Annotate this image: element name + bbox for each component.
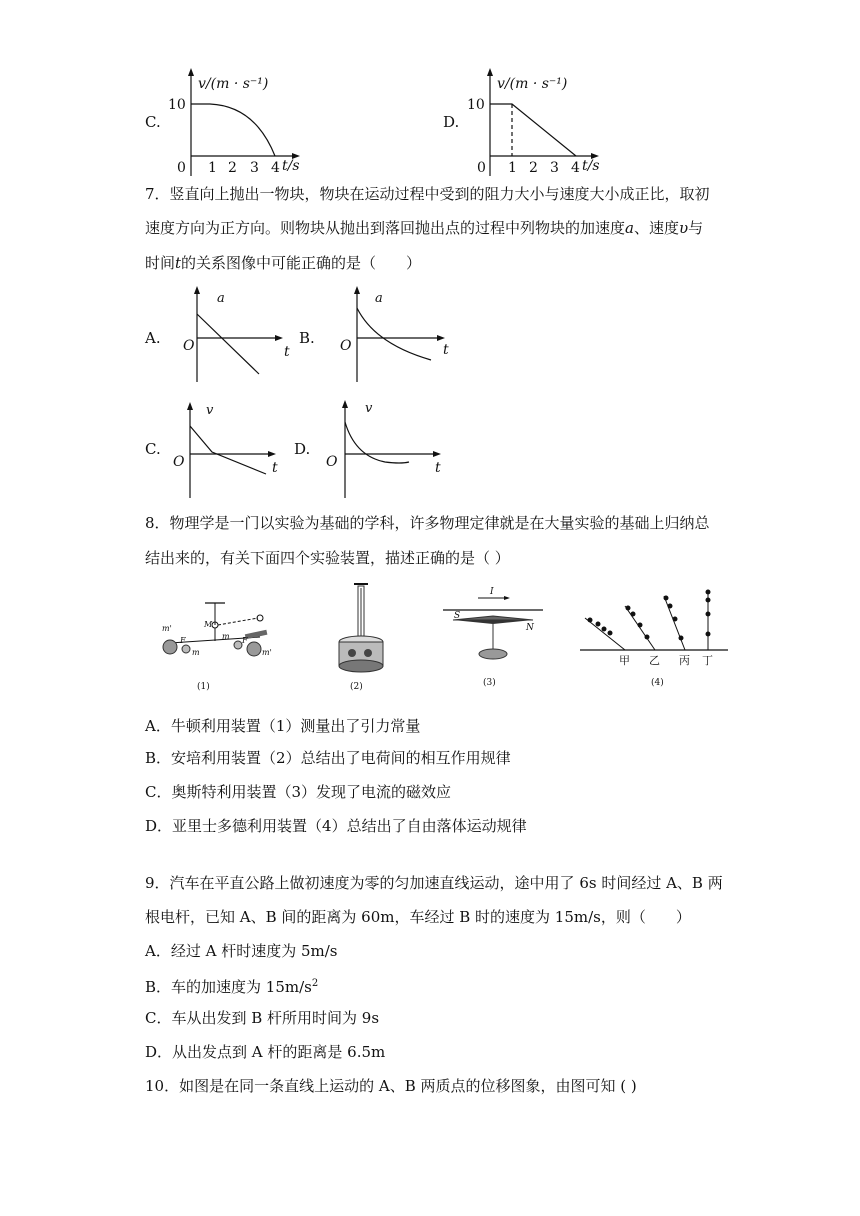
q7c-t-label: t [272,460,278,476]
q9-text-line1: 9．汽车在平直公路上做初速度为零的匀加速直线运动，途中用了 6s 时间经过 A、B 两 [145,874,723,892]
q8-text-line2: 结出来的，有关下面四个实验装置，描述正确的是（ ） [145,549,510,567]
q7c-origin: O [173,454,185,470]
q8f1-label-m1: m' [162,624,172,633]
q7d-origin: O [326,454,338,470]
q9-option-a: A．经过 A 杆时速度为 5m/s [145,942,338,960]
q7-line3-pre: 时间 [145,254,176,272]
q6c-x-tick-0: 0 [177,160,186,176]
q9-option-c: C．车从出发到 B 杆所用时间为 9s [145,1009,380,1027]
q6-graph-c [170,66,300,176]
q6-option-d-label: D. [443,113,460,131]
q8f1-label-m4: m' [262,648,272,657]
q8-fig-label-3: (3) [483,678,496,688]
q8f3-label-i: I [490,587,494,597]
q7-line3-post: 的关系图像中可能正确的是（ ） [181,254,422,272]
q8-figure-3-oersted [438,580,548,690]
q6d-y-axis-label: v/(m · s⁻¹) [497,76,568,92]
q6d-x-tick-0: 0 [477,160,486,176]
q8f1-label-M: M [204,620,213,629]
q8f1-label-f1: F [180,636,186,645]
q6d-x-tick-3: 3 [550,160,559,176]
q6c-x-tick-1: 1 [208,160,217,176]
q6c-y-tick: 10 [168,97,186,113]
q8-text-line1: 8．物理学是一门以实验为基础的学科，许多物理定律就是在大量实验的基础上归纳总 [145,514,710,532]
q8-fig-label-1: (1) [197,682,210,692]
q8-figure-2-coulomb-device [322,580,402,690]
q6c-x-axis-label: t/s [282,158,300,174]
q7-option-b-label: B. [299,329,315,347]
q7b-origin: O [340,338,352,354]
q8-figure-1-torsion-balance [150,585,280,695]
q7-option-c-label: C. [145,440,161,458]
q7-option-d-label: D. [294,440,311,458]
q7-line2-pre: 速度方向为正方向。则物块从抛出到落回抛出点的过程中列物块的加速度 [145,219,626,237]
q7d-y-label: v [365,401,373,416]
q7-symbol-v: υ [678,219,689,237]
q8f1-label-m3: m [222,632,230,641]
q9-option-b [145,974,318,997]
q9-option-b-sup: 2 [311,978,319,989]
q8f3-label-n: N [526,623,534,633]
q7-graph-c [170,400,290,500]
q8-option-b: B．安培利用装置（2）总结出了电荷间的相互作用规律 [145,749,511,767]
q9-option-d: D．从出发点到 A 杆的距离是 6.5m [145,1043,386,1061]
q8f1-label-m2: m [192,648,200,657]
q7-text-line1: 7．竖直向上抛出一物块，物块在运动过程中受到的阻力大小与速度大小成正比，取初 [145,185,710,203]
q6c-x-tick-2: 2 [228,160,237,176]
q8-option-a: A．牛顿利用装置（1）测量出了引力常量 [145,717,421,735]
q10-text-line1: 10．如图是在同一条直线上运动的 A、B 两质点的位移图象，由图可知 ( ) [145,1077,637,1095]
q8f4-label-jia: 甲 [619,654,630,667]
q7-symbol-a: a [625,219,634,237]
q7-text-line2 [145,218,703,238]
q7a-t-label: t [284,344,290,360]
q8f3-label-s: S [454,611,461,621]
q8f1-label-f2: F [242,636,248,645]
q8-figure-4-inclined-planes [580,580,730,690]
q8-fig-label-2: (2) [350,682,363,692]
q6d-x-tick-4: 4 [571,160,580,176]
q7-line2-post: 与 [688,219,704,237]
q8f4-label-ding: 丁 [702,654,713,667]
q6d-y-tick: 10 [467,97,485,113]
q7-graph-d [323,400,453,500]
q6d-x-tick-2: 2 [529,160,538,176]
q8-option-c: C．奥斯特利用装置（3）发现了电流的磁效应 [145,783,452,801]
q7a-origin: O [183,338,195,354]
q9-text-line2: 根电杆，已知 A、B 间的距离为 60m，车经过 B 时的速度为 15m/s，则（ ） [145,908,691,926]
q7c-y-label: v [206,403,214,418]
q7-symbol-t: t [175,254,182,272]
q6d-x-axis-label: t/s [582,158,600,174]
q7b-t-label: t [443,342,449,358]
q6d-x-tick-1: 1 [508,160,517,176]
q8f4-label-yi: 乙 [649,654,660,667]
q6c-y-axis-label: v/(m · s⁻¹) [198,76,269,92]
q7d-t-label: t [435,460,441,476]
q6c-x-tick-3: 3 [250,160,259,176]
q8-option-d: D．亚里士多德利用装置（4）总结出了自由落体运动规律 [145,817,527,835]
q9-option-b-text: B．车的加速度为 15m/s [145,978,312,996]
q7b-y-label: a [375,291,383,306]
q6-graph-d [467,66,600,176]
q7-graph-a [175,284,295,384]
q6c-x-tick-4: 4 [271,160,280,176]
q8-fig-label-4: (4) [651,678,664,688]
q7-text-line3 [145,253,421,273]
q7-option-a-label: A. [145,329,161,347]
q7-graph-b [335,284,455,384]
q7-line2-mid: 、速度 [633,219,679,237]
q8f4-label-bing: 丙 [679,654,690,667]
q6-option-c-label: C. [145,113,161,131]
q7a-y-label: a [217,291,225,306]
